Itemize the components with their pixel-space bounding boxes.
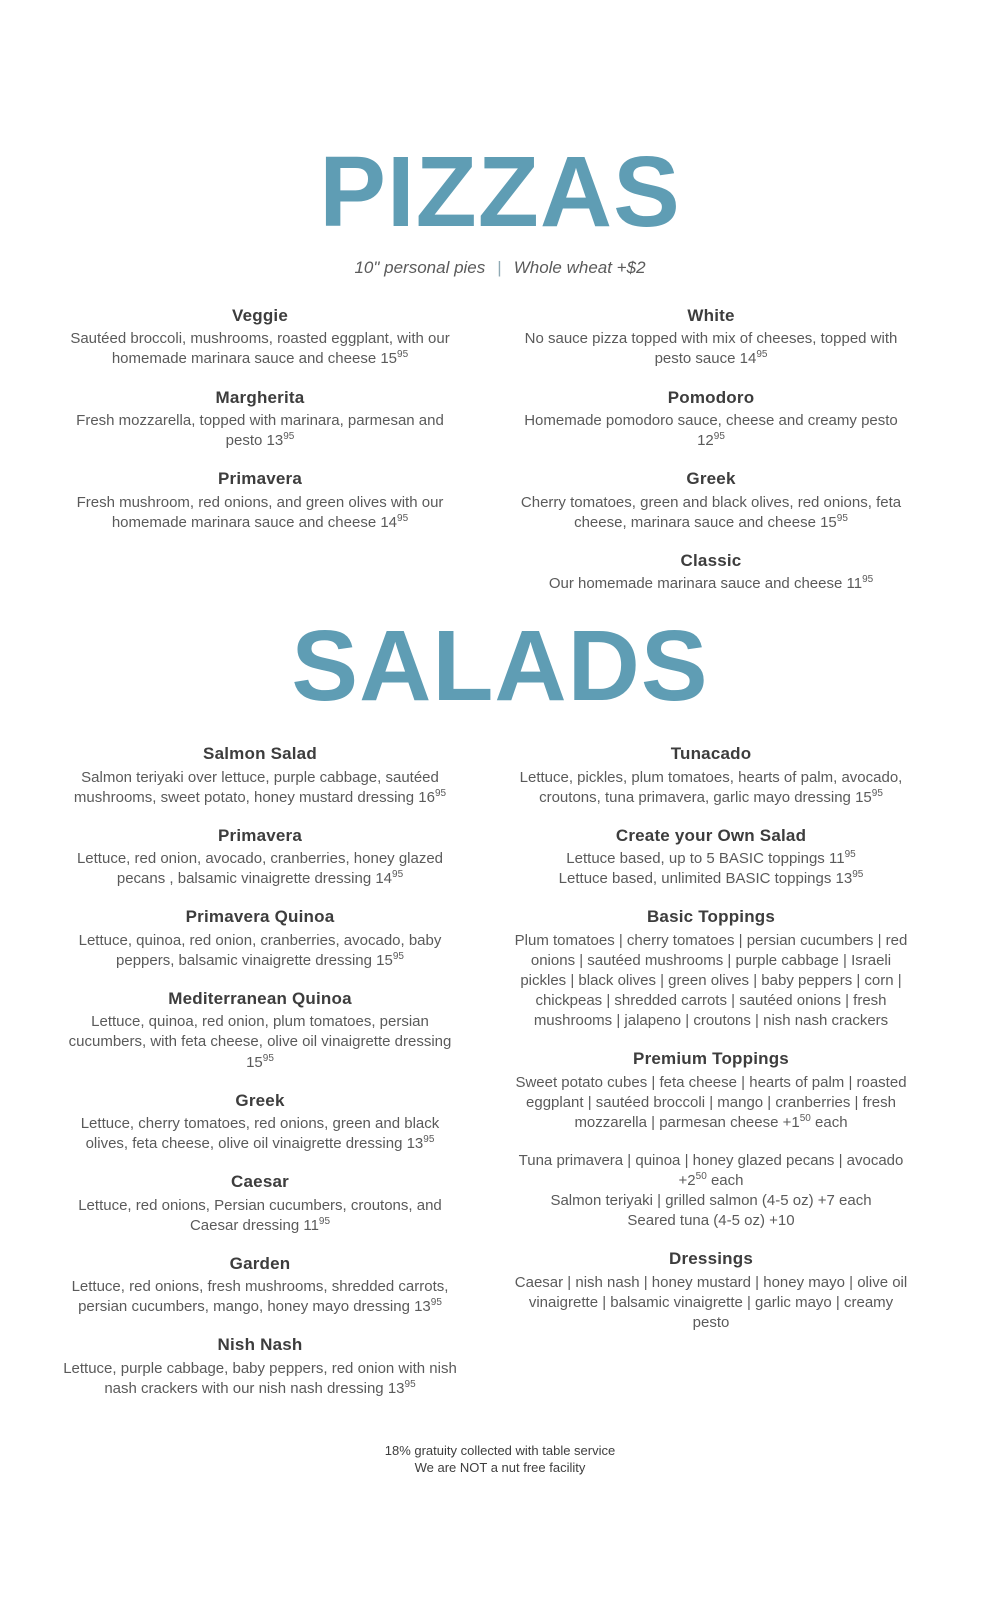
item-price: $+1^{50}$ <box>782 1112 811 1131</box>
item-name: Greek <box>686 469 736 489</box>
menu-item-classic <box>491 551 931 594</box>
menu-item-mediterranean-quinoa <box>40 989 480 1073</box>
item-desc: Caesar | nish nash | honey mustard | honey mayo | olive oil vinaigrette | balsamic vinaigrette | garlic mayo | creamy pesto <box>514 1273 908 1331</box>
pizzas-right-column <box>491 306 931 612</box>
menu-item-primavera-quinoa <box>40 907 480 971</box>
item-name: Primavera <box>217 469 303 489</box>
item-price: $11^{95}$ <box>846 574 874 593</box>
item-name: Greek <box>235 1090 285 1110</box>
item-desc-text: Lettuce, red onions, Persian cucumbers, croutons, and Caesar dressing <box>78 1196 442 1234</box>
item-price: $11^{95}$ <box>828 849 856 868</box>
menu-item-veggie <box>40 306 480 370</box>
menu-item-dressings <box>491 1249 931 1333</box>
menu-footer <box>0 1443 1000 1477</box>
item-desc <box>510 574 912 594</box>
item-price: $16^{95}$ <box>418 787 447 806</box>
menu-item-primavera-pizza <box>40 469 480 533</box>
item-desc-text: Cherry tomatoes, green and black olives, red onions, feta cheese, marinara sauce and cheese <box>520 493 902 531</box>
menu-item-white <box>491 306 931 370</box>
item-price: $15^{95}$ <box>246 1052 274 1071</box>
item-desc <box>510 493 912 533</box>
item-price: $15^{95}$ <box>855 787 883 806</box>
item-name: Create your Own Salad <box>615 825 807 845</box>
item-name: Margherita <box>215 387 305 407</box>
item-desc <box>59 493 461 533</box>
menu-item-basic-toppings <box>491 907 931 1031</box>
item-desc <box>510 329 912 369</box>
item-desc <box>59 931 461 971</box>
item-line: Lettuce based, unlimited BASIC toppings $13^{95}$ <box>558 869 864 888</box>
item-name: Dressings <box>668 1249 753 1269</box>
item-line: Seared tuna (4-5 oz) +10 <box>627 1212 795 1230</box>
item-name: Veggie <box>231 306 288 325</box>
item-desc <box>59 849 461 889</box>
item-desc <box>510 1151 912 1231</box>
item-line: Tuna primavera | quinoa | honey glazed pecans | avocado $+2^{50}$ each <box>518 1151 904 1189</box>
item-desc <box>59 411 461 451</box>
item-desc-text: Our homemade marinara sauce and cheese <box>548 575 843 593</box>
salads-title: SALADS <box>291 610 709 723</box>
item-name: Classic <box>680 550 742 570</box>
menu-item-premium-toppings <box>491 1049 931 1133</box>
item-desc <box>59 1359 461 1399</box>
item-desc-text: Lettuce, quinoa, red onion, plum tomatoes, persian cucumbers, with feta cheese, olive oil vinaigrette dressing <box>68 1013 452 1051</box>
item-name: Primavera Quinoa <box>185 907 335 927</box>
item-name: Premium Toppings <box>633 1049 789 1069</box>
item-desc: Plum tomatoes | cherry tomatoes | persian cucumbers | red onions | sautéed mushrooms | purple cabbage | Israeli pickles | black olives | green olives | baby peppers | corn | chickpeas | shredded carrots | sautéed onions | fresh mushrooms | jalapeno | croutons | nish nash crackers <box>514 931 908 1030</box>
subtitle-separator: | <box>497 258 502 277</box>
item-name: Tunacado <box>670 744 752 764</box>
salads-left-column <box>40 744 480 1417</box>
item-price: $14^{95}$ <box>380 512 409 531</box>
menu-item-margherita <box>40 388 480 452</box>
item-name: Caesar <box>231 1172 289 1192</box>
item-desc-text: Lettuce, cherry tomatoes, red onions, green and black olives, feta cheese, olive oil vinaigrette dressing <box>80 1115 440 1153</box>
price-suffix: each <box>815 1113 848 1131</box>
item-name: Nish Nash <box>217 1335 303 1355</box>
item-desc <box>510 849 912 889</box>
menu-item-tunacado <box>491 744 931 808</box>
item-line: Salmon teriyaki | grilled salmon (4-5 oz) +7 each <box>550 1192 872 1210</box>
item-price: $14^{95}$ <box>739 349 768 368</box>
pizzas-columns <box>0 306 1000 612</box>
item-desc <box>510 768 912 808</box>
item-desc-text: Homemade pomodoro sauce, cheese and creamy pesto <box>524 411 898 429</box>
item-desc <box>59 768 461 808</box>
menu-item-premium-additions <box>491 1151 931 1231</box>
item-desc <box>510 411 912 451</box>
item-desc <box>59 1196 461 1236</box>
pizzas-subtitle-right: Whole wheat +$2 <box>513 258 646 277</box>
item-desc <box>510 1073 912 1133</box>
item-price: $+2^{50}$ <box>678 1171 707 1189</box>
price-suffix: each <box>710 1172 744 1189</box>
menu-item-primavera-salad <box>40 826 480 890</box>
item-desc-text: No sauce pizza topped with mix of cheeses, topped with pesto sauce <box>524 330 898 368</box>
item-price: $15^{95}$ <box>380 349 409 368</box>
menu-item-salmon-salad <box>40 744 480 808</box>
item-name: White <box>687 306 735 325</box>
item-desc-text: Lettuce, red onion, avocado, cranberries, honey glazed pecans , balsamic vinaigrette dressing <box>76 850 444 888</box>
item-desc-text: Fresh mozzarella, topped with marinara, parmesan and pesto <box>76 411 444 450</box>
item-price: $12^{95}$ <box>697 431 725 450</box>
item-name: Basic Toppings <box>646 907 776 927</box>
item-desc-text: Fresh mushroom, red onions, and green olives with our homemade marinara sauce and cheese <box>76 493 444 531</box>
item-name: Mediterranean Quinoa <box>168 988 352 1008</box>
item-price: $13^{95}$ <box>835 869 864 888</box>
item-line: Lettuce based, up to 5 BASIC toppings $11^{95}$ <box>566 849 856 868</box>
item-desc <box>59 1277 461 1317</box>
menu-item-greek-salad <box>40 1091 480 1155</box>
item-price: $15^{95}$ <box>376 950 404 969</box>
item-price: $13^{95}$ <box>266 431 295 450</box>
salads-columns <box>0 744 1000 1417</box>
item-desc-text: Sweet potato cubes | feta cheese | hearts of palm | roasted eggplant | sautéed broccoli | mango | cranberries | fresh mozzarella | parmesan cheese <box>515 1073 907 1131</box>
item-name: Salmon Salad <box>203 744 317 764</box>
item-desc <box>59 1012 461 1072</box>
item-desc <box>59 329 461 369</box>
footer-nut-note: We are NOT a nut free facility <box>414 1459 586 1475</box>
menu-item-nish-nash <box>40 1335 480 1399</box>
menu-item-pomodoro <box>491 388 931 452</box>
pizzas-subtitle <box>0 258 1000 278</box>
pizzas-left-column <box>40 306 480 612</box>
menu-item-create-your-own-salad <box>491 826 931 890</box>
item-desc-text: Lettuce, red onions, fresh mushrooms, shredded carrots, persian cucumbers, mango, honey mayo dressing <box>71 1278 449 1316</box>
item-desc-text: Lettuce, quinoa, red onion, cranberries, avocado, baby peppers, balsamic vinaigrette dressing <box>78 931 442 969</box>
item-price: $13^{95}$ <box>387 1378 416 1397</box>
menu-item-caesar <box>40 1172 480 1236</box>
item-desc <box>59 1114 461 1154</box>
item-price: $15^{95}$ <box>820 512 848 531</box>
menu-item-garden <box>40 1254 480 1318</box>
item-price: $14^{95}$ <box>375 869 404 888</box>
item-name: Primavera <box>217 825 303 845</box>
menu-item-greek-pizza <box>491 469 931 533</box>
pizzas-title: PIZZAS <box>319 136 681 248</box>
item-desc-text: Sautéed broccoli, mushrooms, roasted eggplant, with our homemade marinara sauce and cheese <box>70 330 450 368</box>
item-price: $13^{95}$ <box>406 1134 435 1153</box>
item-name: Pomodoro <box>667 387 755 407</box>
item-desc-text: Lettuce, pickles, plum tomatoes, hearts of palm, avocado, croutons, tuna primavera, garlic mayo dressing <box>519 768 903 806</box>
item-name: Garden <box>229 1253 291 1273</box>
footer-gratuity-note: 18% gratuity collected with table service <box>384 1442 616 1458</box>
pizzas-subtitle-left: 10" personal pies <box>354 258 486 277</box>
salads-right-column <box>491 744 931 1417</box>
item-price: $13^{95}$ <box>414 1297 442 1316</box>
item-desc-text: Salmon teriyaki over lettuce, purple cabbage, sautéed mushrooms, sweet potato, honey mustard dressing <box>73 768 439 806</box>
item-price: $11^{95}$ <box>303 1215 331 1234</box>
item-desc-text: Lettuce, purple cabbage, baby peppers, red onion with nish nash crackers with our nish nash dressing <box>63 1359 457 1397</box>
